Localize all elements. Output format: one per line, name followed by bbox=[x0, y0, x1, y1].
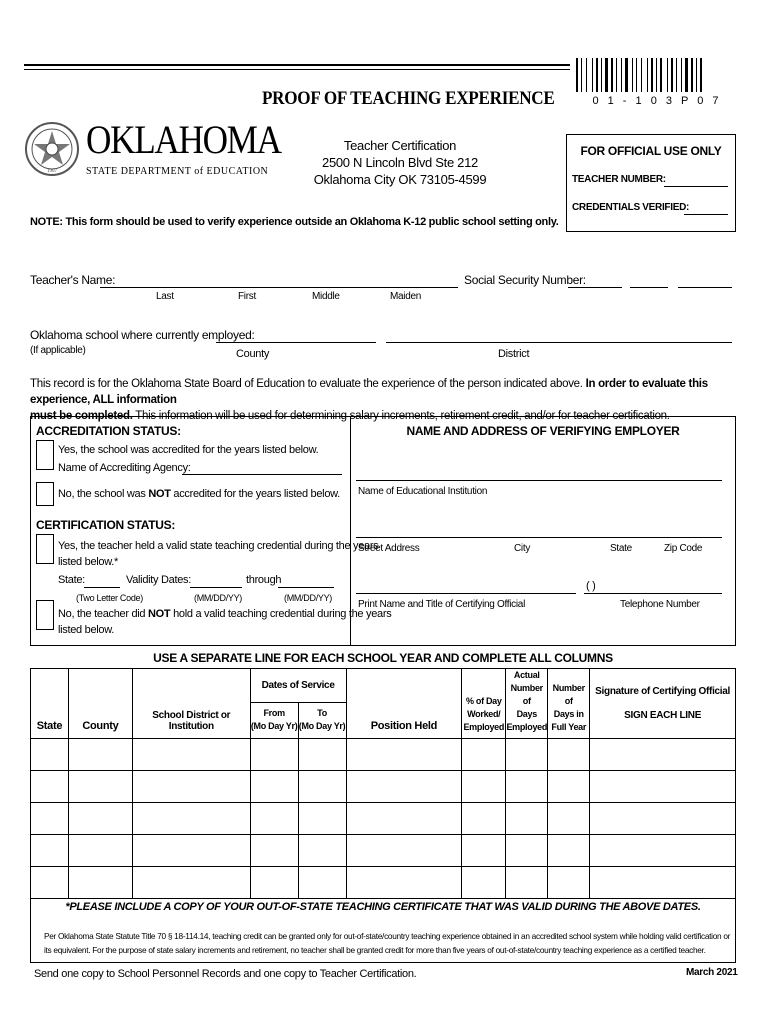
col-district-label: School District or Institution bbox=[152, 710, 231, 732]
table-cell[interactable] bbox=[506, 771, 548, 803]
through-label: through bbox=[246, 574, 282, 586]
col-pct-3: Employed bbox=[463, 722, 505, 732]
teacher-number-label: TEACHER NUMBER: bbox=[572, 174, 666, 185]
table-cell[interactable] bbox=[298, 835, 346, 867]
table-cell[interactable] bbox=[462, 739, 506, 771]
col-from bbox=[250, 702, 298, 738]
accrediting-agency-label: Name of Accrediting Agency: bbox=[58, 462, 191, 474]
table-cell[interactable] bbox=[31, 835, 69, 867]
table-cell[interactable] bbox=[250, 835, 298, 867]
note: NOTE: This form should be used to verify experience outside an Oklahoma K-12 public school setting only. bbox=[30, 216, 559, 228]
table-cell[interactable] bbox=[132, 771, 250, 803]
name-last: Last bbox=[156, 291, 174, 302]
address-line-2: 2500 N Lincoln Blvd Ste 212 bbox=[322, 155, 478, 170]
table-heading: USE A SEPARATE LINE FOR EACH SCHOOL YEAR AND COMPLETE ALL COLUMNS bbox=[153, 651, 613, 665]
table-cell[interactable] bbox=[132, 803, 250, 835]
name-first: First bbox=[238, 291, 256, 302]
logo-state: OKLAHOMA bbox=[86, 117, 281, 162]
accreditation-title: ACCREDITATION STATUS: bbox=[36, 424, 181, 438]
teacher-name-label: Teacher's Name: bbox=[30, 273, 116, 287]
accredited-yes-checkbox[interactable] bbox=[36, 440, 54, 470]
table-cell[interactable] bbox=[298, 739, 346, 771]
certified-no-text-2: listed below. bbox=[58, 624, 115, 636]
table-cell[interactable] bbox=[590, 771, 736, 803]
table-cell[interactable] bbox=[346, 739, 462, 771]
validity-from-field[interactable] bbox=[190, 587, 242, 588]
accredited-no-checkbox[interactable] bbox=[36, 482, 54, 506]
address-line-3: Oklahoma City OK 73105-4599 bbox=[313, 172, 487, 187]
table-cell[interactable] bbox=[132, 835, 250, 867]
form-date: March 2021 bbox=[686, 967, 738, 978]
col-actual-3: Days bbox=[516, 709, 537, 719]
validity-label: Validity Dates: bbox=[126, 574, 191, 586]
certified-yes-checkbox[interactable] bbox=[36, 534, 54, 564]
col-number bbox=[548, 669, 590, 739]
table-cell[interactable] bbox=[68, 739, 132, 771]
table-cell[interactable] bbox=[250, 739, 298, 771]
table-row bbox=[31, 771, 736, 803]
col-pct-2: Worked/ bbox=[467, 709, 501, 719]
ssn-label: Social Security Number: bbox=[464, 273, 586, 287]
col-to bbox=[298, 702, 346, 738]
district-field[interactable] bbox=[386, 342, 732, 343]
send-copy: Send one copy to School Personnel Records and one copy to Teacher Certification. bbox=[34, 968, 417, 980]
col-position-label: Position Held bbox=[370, 720, 438, 732]
phone-label: Telephone Number bbox=[620, 599, 700, 610]
dates-of-service-label: Dates of Service bbox=[261, 679, 335, 691]
table-cell[interactable] bbox=[462, 835, 506, 867]
table-cell[interactable] bbox=[346, 803, 462, 835]
record-text-1: This record is for the Oklahoma State Board of Education to evaluate the experience of the person indicated above. bbox=[30, 378, 583, 390]
school-applicable: (If applicable) bbox=[30, 345, 86, 356]
table-cell[interactable] bbox=[250, 771, 298, 803]
phone-field[interactable] bbox=[584, 593, 722, 594]
logo-dept: STATE DEPARTMENT of EDUCATION bbox=[86, 166, 269, 177]
mmddyy-hint-1: (MM/DD/YY) bbox=[194, 593, 242, 603]
col-actual bbox=[506, 669, 548, 739]
table-cell[interactable] bbox=[31, 739, 69, 771]
accredited-no-post: accredited for the years listed below. bbox=[173, 488, 340, 500]
record-text-2: This information will be used for determining salary increments, retirement credit, and/or for teacher certification. bbox=[135, 410, 670, 422]
table-cell[interactable] bbox=[31, 803, 69, 835]
table-cell[interactable] bbox=[68, 835, 132, 867]
certified-no-pre: No, the teacher did bbox=[58, 608, 146, 620]
two-letter-hint: (Two Letter Code) bbox=[76, 593, 143, 603]
county-field[interactable] bbox=[216, 342, 376, 343]
statute-text-1: Per Oklahoma State Statute Title 70 § 18-114.14, teaching credit can be granted only for out-of-state/country teaching experience obtained in an accredited school system while holding valid certification or bbox=[44, 931, 731, 941]
table-cell[interactable] bbox=[506, 835, 548, 867]
state-label: State bbox=[610, 543, 632, 554]
table-row bbox=[31, 835, 736, 867]
official-use-title: FOR OFFICIAL USE ONLY bbox=[580, 144, 722, 158]
validity-to-field[interactable] bbox=[278, 587, 334, 588]
accredited-no-bold: NOT bbox=[148, 488, 171, 500]
accredited-no-pre: No, the school was bbox=[58, 488, 146, 500]
accredited-yes-text: Yes, the school was accredited for the years listed below. bbox=[58, 444, 319, 456]
ssn-field-2[interactable] bbox=[630, 287, 668, 288]
col-to-2: (Mo Day Yr) bbox=[298, 721, 346, 732]
table-cell[interactable] bbox=[298, 803, 346, 835]
street-field[interactable] bbox=[356, 537, 722, 538]
district-label: District bbox=[498, 348, 530, 360]
col-number-1: Number of bbox=[552, 683, 585, 706]
certified-yes-text-2: listed below.* bbox=[58, 556, 119, 568]
accredited-no-text bbox=[58, 488, 340, 500]
col-number-3: Full Year bbox=[551, 722, 587, 732]
table-cell[interactable] bbox=[346, 771, 462, 803]
credentials-field[interactable] bbox=[684, 214, 728, 215]
mmddyy-hint-2: (MM/DD/YY) bbox=[284, 593, 332, 603]
col-from-1: From bbox=[263, 708, 285, 719]
zip-label: Zip Code bbox=[664, 543, 703, 554]
table-cell[interactable] bbox=[132, 739, 250, 771]
top-rule bbox=[24, 64, 570, 66]
certified-no-checkbox[interactable] bbox=[36, 600, 54, 630]
address-line-1: Teacher Certification bbox=[343, 138, 457, 153]
record-bold-2: must be completed. bbox=[30, 410, 133, 422]
seal-year: 1907 bbox=[47, 169, 57, 174]
table-cell[interactable] bbox=[548, 835, 590, 867]
col-actual-2: Number of bbox=[510, 683, 543, 706]
oklahoma-seal-icon bbox=[24, 104, 80, 194]
dates-of-service bbox=[250, 669, 346, 703]
col-district bbox=[132, 669, 250, 739]
barcode-text: 0 1 - 1 0 3 P 0 7 bbox=[592, 95, 722, 107]
table-cell[interactable] bbox=[68, 803, 132, 835]
city-label: City bbox=[514, 543, 531, 554]
col-from-2: (Mo Day Yr) bbox=[250, 721, 298, 732]
col-pct bbox=[462, 669, 506, 739]
street-label: Street Address bbox=[358, 543, 420, 554]
table-row bbox=[31, 739, 736, 771]
col-position bbox=[346, 669, 462, 739]
county-label: County bbox=[236, 348, 270, 360]
employer-title: NAME AND ADDRESS OF VERIFYING EMPLOYER bbox=[406, 424, 680, 438]
col-signature bbox=[590, 669, 736, 739]
table-row bbox=[31, 803, 736, 835]
top-rule-thin bbox=[24, 69, 570, 70]
table-cell[interactable] bbox=[298, 771, 346, 803]
table-cell[interactable] bbox=[346, 835, 462, 867]
col-pct-1: % of Day bbox=[465, 696, 502, 706]
table-cell[interactable] bbox=[590, 835, 736, 867]
cert-state-label: State: bbox=[58, 574, 85, 586]
table-cell[interactable] bbox=[548, 739, 590, 771]
official-name-field[interactable] bbox=[356, 593, 576, 594]
credentials-label: CREDENTIALS VERIFIED: bbox=[572, 202, 690, 213]
teacher-name-field[interactable] bbox=[100, 287, 458, 288]
table-cell[interactable] bbox=[590, 803, 736, 835]
barcode-icon bbox=[576, 58, 732, 92]
institution-field[interactable] bbox=[356, 480, 722, 481]
col-number-2: Days in bbox=[553, 709, 584, 719]
table-cell[interactable] bbox=[590, 739, 736, 771]
table-cell[interactable] bbox=[548, 803, 590, 835]
experience-table bbox=[30, 668, 736, 899]
col-sig-1: Signature of Certifying Official bbox=[595, 685, 731, 697]
col-state-label: State bbox=[36, 720, 63, 732]
include-note: *PLEASE INCLUDE A COPY OF YOUR OUT-OF-STATE TEACHING CERTIFICATE THAT WAS VALID DURING THE ABOVE DATES. bbox=[65, 901, 701, 913]
table-cell[interactable] bbox=[462, 771, 506, 803]
certified-no-text bbox=[58, 608, 391, 620]
col-state bbox=[31, 669, 69, 739]
table-cell[interactable] bbox=[31, 771, 69, 803]
institution-label: Name of Educational Institution bbox=[358, 486, 488, 497]
certification-title: CERTIFICATION STATUS: bbox=[36, 518, 176, 532]
ssn-field-1[interactable] bbox=[568, 287, 622, 288]
certified-no-post: hold a valid teaching credential during the years bbox=[173, 608, 392, 620]
table-cell[interactable] bbox=[68, 771, 132, 803]
name-middle: Middle bbox=[312, 291, 340, 302]
phone-paren: ( ) bbox=[586, 580, 596, 592]
col-to-1: To bbox=[317, 708, 327, 719]
statute-text-2: its equivalent. For the purpose of state salary increments and retirement, no teacher shall be granted credit for more than five years of out-of-state/country teaching experience as a certified teacher. bbox=[44, 945, 706, 955]
page-title: PROOF OF TEACHING EXPERIENCE bbox=[262, 88, 555, 109]
col-county-label: County bbox=[82, 720, 119, 732]
table-cell[interactable] bbox=[506, 803, 548, 835]
table-cell[interactable] bbox=[462, 803, 506, 835]
table-cell[interactable] bbox=[506, 739, 548, 771]
official-label: Print Name and Title of Certifying Official bbox=[358, 599, 525, 610]
table-cell[interactable] bbox=[250, 803, 298, 835]
certified-no-bold: NOT bbox=[148, 608, 171, 620]
ssn-field-3[interactable] bbox=[678, 287, 732, 288]
teacher-number-field[interactable] bbox=[664, 186, 728, 187]
cert-state-field[interactable] bbox=[84, 587, 120, 588]
certified-yes-text: Yes, the teacher held a valid state teaching credential during the years bbox=[58, 540, 379, 552]
table-cell[interactable] bbox=[548, 771, 590, 803]
record-bold-1: In order to evaluate this experience, ALL information bbox=[30, 378, 708, 406]
name-maiden: Maiden bbox=[390, 291, 421, 302]
col-actual-4: Employed bbox=[506, 722, 548, 732]
col-sig-2: SIGN EACH LINE bbox=[624, 709, 702, 721]
col-county bbox=[68, 669, 132, 739]
accrediting-agency-field[interactable] bbox=[182, 474, 342, 475]
col-actual-1: Actual bbox=[513, 670, 540, 680]
school-label: Oklahoma school where currently employed: bbox=[30, 328, 255, 342]
